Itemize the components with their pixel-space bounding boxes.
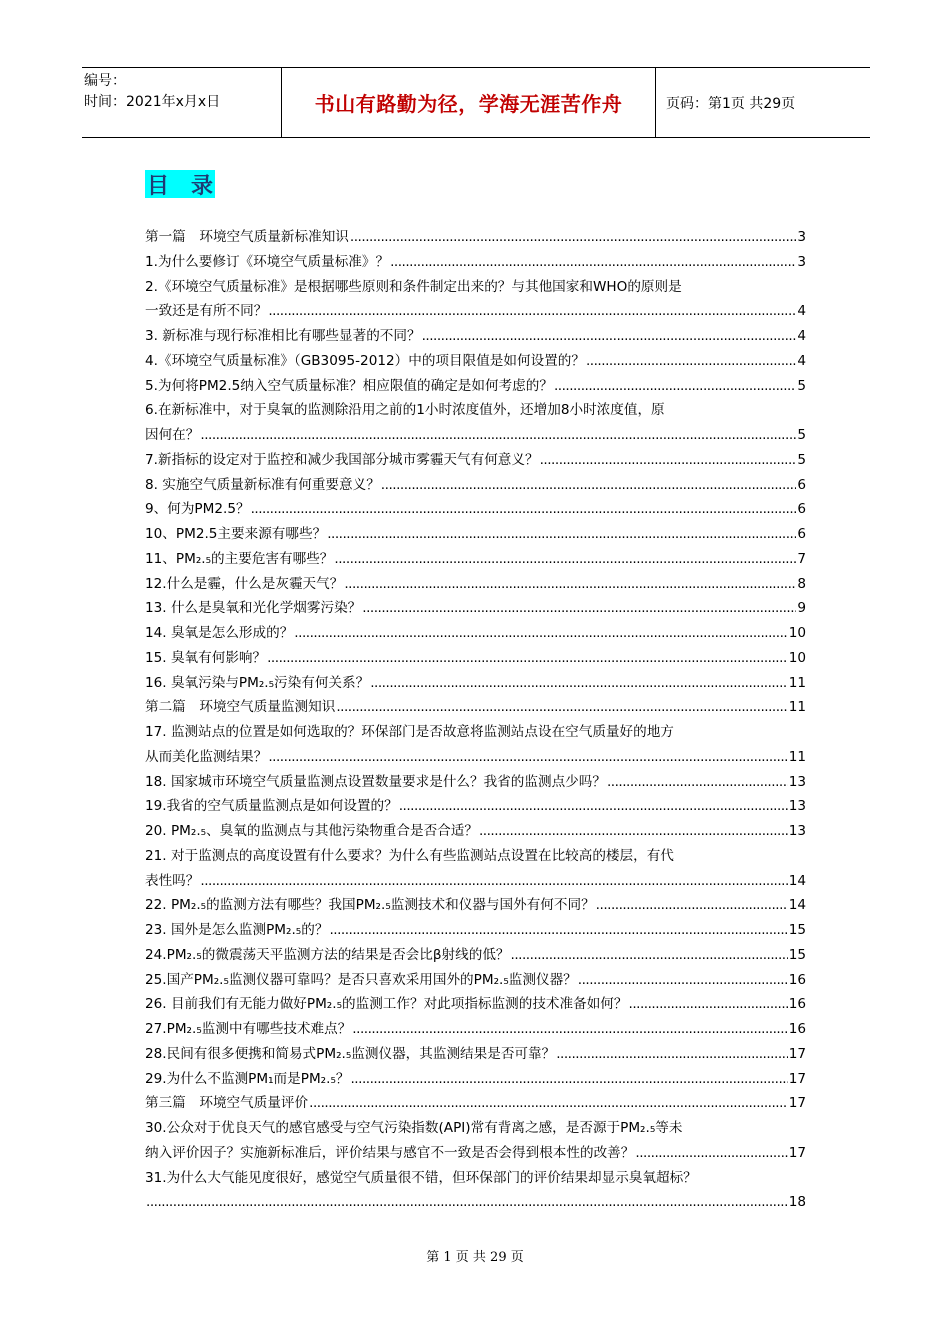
toc-page-number: 18 xyxy=(788,1194,806,1211)
toc-entry-title: 9、何为PM2.5？ xyxy=(145,501,250,518)
toc-page-number: 15 xyxy=(788,946,806,963)
toc-entry-title: 25.国产PM₂.₅监测仪器可靠吗？是否只喜欢采用国外的PM₂.₅监测仪器？ xyxy=(145,971,577,988)
toc-leader-dots xyxy=(629,992,788,1017)
toc-page-number: 5 xyxy=(797,427,806,443)
toc-entry-title: 5.为何将PM2.5纳入空气质量标准？相应限值的确定是如何考虑的？ xyxy=(145,377,553,394)
toc-page-number: 16 xyxy=(788,996,806,1013)
toc-leader-dots xyxy=(329,918,787,943)
toc-page-number: 4 xyxy=(797,328,806,344)
toc-title xyxy=(145,170,215,198)
toc-leader-dots xyxy=(268,745,787,770)
toc-page-number: 11 xyxy=(788,699,806,716)
toc-page-number: 10 xyxy=(788,649,806,666)
toc-entry-title: 第一篇 环境空气质量新标准知识 xyxy=(145,229,349,245)
toc-leader-dots xyxy=(607,770,788,795)
toc-entry-title: 16. 臭氧污染与PM₂.₅污染有何关系？ xyxy=(145,674,370,691)
toc-entry[interactable] xyxy=(145,1166,806,1216)
toc-leader-dots xyxy=(370,671,787,696)
toc-page-number: 10 xyxy=(788,625,806,641)
toc-leader-dots xyxy=(251,497,797,522)
toc-page-number: 16 xyxy=(788,1021,806,1037)
toc-leader-dots xyxy=(200,869,787,894)
toc-leader-dots xyxy=(146,1190,788,1215)
toc-entry[interactable] xyxy=(145,349,806,374)
toc-entry[interactable] xyxy=(145,893,806,918)
toc-entry-title: 4.《环境空气质量标准》（GB3095-2012）中的项目限值是如何设置的？ xyxy=(145,352,585,369)
toc-leader-dots xyxy=(350,1067,787,1092)
toc-entry-title: 26. 目前我们有无能力做好PM₂.₅的监测工作？对此项指标监测的技术准备如何？ xyxy=(145,996,628,1013)
toc-page-number: 6 xyxy=(797,476,806,493)
toc-leader-dots xyxy=(294,621,787,646)
page-footer: 第 1 页 共 29 页 xyxy=(426,1250,524,1265)
toc-leader-dots xyxy=(268,299,796,324)
toc-entry-title-line: 21. 对于监测点的高度设置有什么要求？为什么有些监测站点设置在比较高的楼层，有代 xyxy=(145,847,674,864)
toc-leader-dots xyxy=(267,646,788,671)
toc-leader-dots xyxy=(200,423,796,448)
header-meta xyxy=(82,68,282,137)
toc-page-number: 3 xyxy=(797,229,806,245)
toc-entry-title: 28.民间有很多便携和简易式PM₂.₅监测仪器，其监测结果是否可靠？ xyxy=(145,1045,556,1062)
toc-entry[interactable] xyxy=(145,374,806,399)
table-of-contents xyxy=(145,225,806,1215)
toc-entry-title: 因何在？ xyxy=(145,427,200,443)
toc-page-number: 5 xyxy=(797,451,806,468)
toc-entry[interactable] xyxy=(145,225,806,250)
header-page-info: 页码：第1页 共29页 xyxy=(666,95,796,112)
toc-page-number: 5 xyxy=(797,377,806,394)
toc-page-number: 16 xyxy=(788,971,806,988)
toc-leader-dots xyxy=(578,968,788,993)
toc-leader-dots xyxy=(390,250,796,275)
toc-page-number: 9 xyxy=(797,600,806,617)
toc-entry-title: 3. 新标准与现行标准相比有哪些显著的不同？ xyxy=(145,328,421,344)
toc-page-number: 6 xyxy=(797,526,806,542)
toc-entry[interactable] xyxy=(145,1017,806,1042)
toc-entry[interactable] xyxy=(145,621,806,646)
toc-entry-title: 10、PM2.5主要来源有哪些？ xyxy=(145,526,327,542)
toc-entry-title: 15. 臭氧有何影响？ xyxy=(145,649,267,666)
toc-entry[interactable] xyxy=(145,819,806,844)
toc-entry-title: 表性吗？ xyxy=(145,872,200,889)
toc-entry[interactable] xyxy=(145,918,806,943)
toc-entry-title: 23. 国外是怎么监测PM₂.₅的？ xyxy=(145,922,329,938)
toc-page-number: 14 xyxy=(788,897,806,914)
toc-entry[interactable] xyxy=(145,275,806,325)
toc-entry[interactable] xyxy=(145,992,806,1017)
toc-leader-dots xyxy=(336,695,787,720)
toc-entry-title: 14. 臭氧是怎么形成的？ xyxy=(145,625,294,641)
toc-entry[interactable] xyxy=(145,1116,806,1166)
toc-page-number: 11 xyxy=(788,748,806,765)
toc-entry-title: 18. 国家城市环境空气质量监测点设置数量要求是什么？我省的监测点少吗？ xyxy=(145,773,606,790)
toc-page-number: 15 xyxy=(788,922,806,938)
toc-leader-dots xyxy=(596,893,788,918)
toc-page-number: 13 xyxy=(788,798,806,815)
toc-entry[interactable] xyxy=(145,250,806,275)
toc-entry[interactable] xyxy=(145,671,806,696)
document-date: 时间：2021年x月x日 xyxy=(84,94,221,110)
toc-page-number: 6 xyxy=(797,501,806,518)
toc-page-number: 11 xyxy=(788,674,806,691)
toc-entry[interactable] xyxy=(145,547,806,572)
toc-entry-title: 8. 实施空气质量新标准有何重要意义？ xyxy=(145,476,380,493)
toc-leader-dots xyxy=(399,794,788,819)
toc-entry-title-line: 17. 监测站点的位置是如何选取的？环保部门是否故意将监测站点设在空气质量好的地方 xyxy=(145,724,674,740)
toc-entry[interactable] xyxy=(145,1067,806,1092)
header-motto: 书山有路勤为径，学海无涯苦作舟 xyxy=(282,68,656,137)
toc-entry[interactable] xyxy=(145,943,806,968)
toc-title-char: 目 xyxy=(147,173,170,199)
toc-entry[interactable] xyxy=(145,720,806,770)
toc-entry[interactable] xyxy=(145,695,806,720)
toc-entry-title: 27.PM₂.₅监测中有哪些技术难点？ xyxy=(145,1021,352,1037)
toc-leader-dots xyxy=(381,473,797,498)
toc-entry-title: 20. PM₂.₅、臭氧的监测点与其他污染物重合是否合适？ xyxy=(145,823,478,839)
toc-entry[interactable] xyxy=(145,324,806,349)
toc-entry-title: 13. 什么是臭氧和光化学烟雾污染？ xyxy=(145,600,362,617)
toc-entry-title: 12.什么是霾，什么是灰霾天气？ xyxy=(145,575,344,592)
toc-entry[interactable] xyxy=(145,794,806,819)
toc-entry-title: 纳入评价因子？实施新标准后，评价结果与感官不一致是否会得到根本性的改善？ xyxy=(145,1144,635,1161)
document-code-label: 编号： xyxy=(84,73,126,89)
toc-entry[interactable] xyxy=(145,844,806,894)
toc-entry-title: 19.我省的空气质量监测点是如何设置的？ xyxy=(145,798,398,815)
toc-page-number: 4 xyxy=(797,303,806,320)
toc-page-number: 4 xyxy=(797,352,806,369)
toc-page-number: 17 xyxy=(788,1070,806,1087)
toc-entry-title: 1.为什么要修订《环境空气质量标准》？ xyxy=(145,253,390,270)
toc-page-number: 17 xyxy=(788,1095,806,1112)
toc-entry[interactable] xyxy=(145,522,806,547)
toc-entry-title: 一致还是有所不同？ xyxy=(145,303,268,320)
toc-entry[interactable] xyxy=(145,646,806,671)
toc-entry[interactable] xyxy=(145,596,806,621)
toc-leader-dots xyxy=(635,1141,787,1166)
toc-entry-title: 22. PM₂.₅的监测方法有哪些？我国PM₂.₅监测技术和仪器与国外有何不同？ xyxy=(145,897,595,914)
toc-entry[interactable] xyxy=(145,1042,806,1067)
toc-page-number: 7 xyxy=(797,550,806,567)
toc-leader-dots xyxy=(334,547,796,572)
toc-entry[interactable] xyxy=(145,497,806,522)
toc-leader-dots xyxy=(422,324,797,349)
toc-entry-title: 从而美化监测结果？ xyxy=(145,748,268,765)
toc-leader-dots xyxy=(479,819,788,844)
toc-leader-dots xyxy=(352,1017,787,1042)
toc-page-number: 13 xyxy=(788,823,806,839)
toc-entry[interactable] xyxy=(145,968,806,993)
toc-leader-dots xyxy=(344,572,796,597)
toc-entry-title-line: 6.在新标准中，对于臭氧的监测除沿用之前的1小时浓度值外，还增加8小时浓度值，原 xyxy=(145,402,665,419)
toc-entry-title: 第三篇 环境空气质量评价 xyxy=(145,1095,309,1112)
toc-leader-dots xyxy=(362,596,796,621)
toc-leader-dots xyxy=(586,349,796,374)
toc-entry[interactable] xyxy=(145,473,806,498)
toc-leader-dots xyxy=(540,448,797,473)
toc-page-number: 17 xyxy=(788,1144,806,1161)
toc-entry[interactable] xyxy=(145,572,806,597)
toc-page-number: 13 xyxy=(788,773,806,790)
toc-entry-title: 29.为什么不监测PM₁而是PM₂.₅？ xyxy=(145,1070,350,1087)
toc-entry-title: 第二篇 环境空气质量监测知识 xyxy=(145,699,336,716)
toc-leader-dots xyxy=(350,225,796,250)
toc-entry[interactable] xyxy=(145,1091,806,1116)
toc-leader-dots xyxy=(511,943,788,968)
toc-entry-title: 11、PM₂.₅的主要危害有哪些？ xyxy=(145,550,334,567)
toc-entry-title-line: 30.公众对于优良天气的感官感受与空气污染指数(API)常有背离之感，是否源于PM₂.₅等未 xyxy=(145,1120,683,1136)
toc-leader-dots xyxy=(327,522,796,547)
toc-leader-dots xyxy=(556,1042,787,1067)
toc-leader-dots xyxy=(309,1091,788,1116)
toc-entry-title-line: 31.为什么大气能见度很好，感觉空气质量很不错，但环保部门的评价结果却显示臭氧超标？ xyxy=(145,1169,697,1186)
toc-entry-title-line: 2.《环境空气质量标准》是根据哪些原则和条件制定出来的？与其他国家和WHO的原则是 xyxy=(145,278,682,295)
toc-page-number: 14 xyxy=(788,872,806,889)
page-header xyxy=(82,67,870,138)
toc-entry[interactable] xyxy=(145,448,806,473)
toc-page-number: 3 xyxy=(797,253,806,270)
toc-title-char: 录 xyxy=(190,173,213,199)
toc-entry[interactable] xyxy=(145,398,806,448)
toc-entry-title: 7.新指标的设定对于监控和减少我国部分城市雾霾天气有何意义？ xyxy=(145,451,539,468)
toc-page-number: 8 xyxy=(797,575,806,592)
toc-entry-title: 24.PM₂.₅的微震荡天平监测方法的结果是否会比β射线的低？ xyxy=(145,946,510,963)
toc-entry[interactable] xyxy=(145,770,806,795)
toc-leader-dots xyxy=(554,374,796,399)
toc-page-number: 17 xyxy=(788,1045,806,1062)
